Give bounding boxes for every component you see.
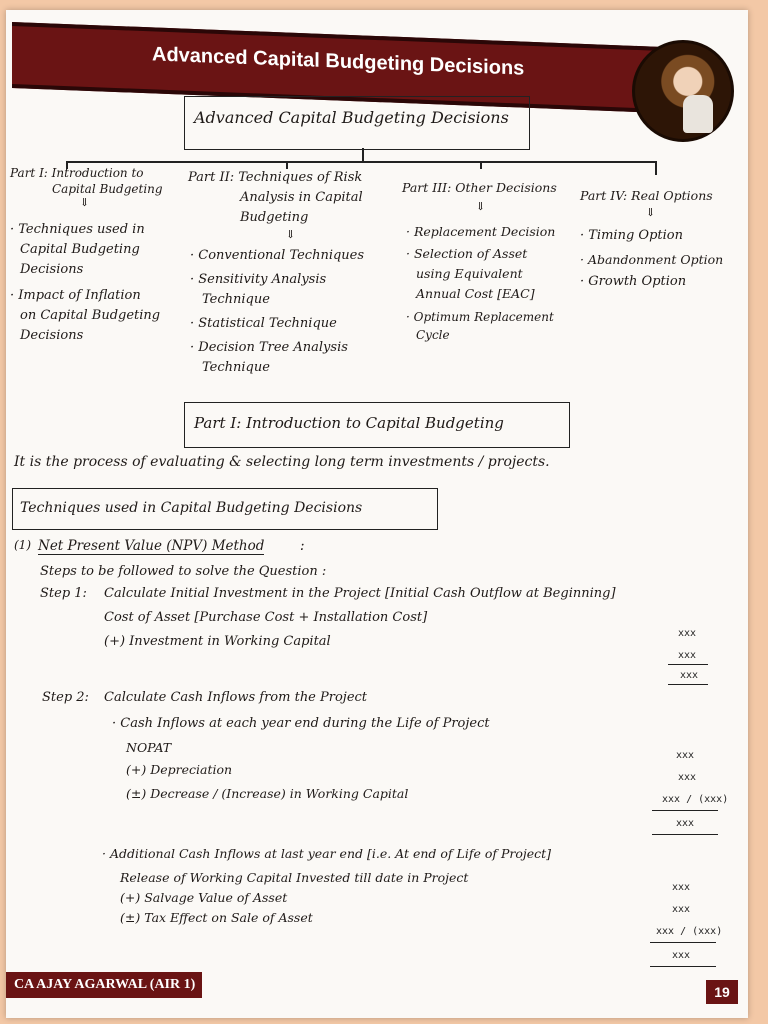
- bullet1-line3: (±) Decrease / (Increase) in Working Capital: [126, 786, 409, 801]
- part1-item1-l3: Decisions: [20, 262, 84, 277]
- part1-title-l1: Part I: Introduction to: [10, 166, 144, 180]
- connector-part3: [480, 161, 482, 169]
- part2-arrow: ⇓: [286, 228, 296, 241]
- connector-part2: [286, 161, 288, 169]
- connector-part4: [655, 161, 657, 175]
- bullet1: · Cash Inflows at each year end during the Life of Project: [112, 716, 490, 731]
- bullet1-rule2: [652, 834, 718, 835]
- page-number: 19: [706, 980, 738, 1004]
- part3-item2-l1: · Selection of Asset: [406, 246, 528, 261]
- part1-item2-l3: Decisions: [20, 328, 84, 343]
- part4-item3: · Growth Option: [580, 274, 687, 289]
- connector-bar: [66, 161, 656, 163]
- bullet1-rule1: [652, 810, 718, 811]
- bullet1-line2: (+) Depreciation: [126, 762, 233, 777]
- part2-title-l2: Analysis in Capital: [240, 190, 363, 205]
- part3-item3-l1: · Optimum Replacement: [406, 310, 554, 324]
- part3-item3-l2: Cycle: [416, 328, 450, 342]
- section-title: Part I: Introduction to Capital Budgeting: [194, 414, 504, 432]
- bullet2-total: xxx: [672, 950, 691, 961]
- part3-item1: · Replacement Decision: [406, 224, 556, 239]
- step1-text: Calculate Initial Investment in the Project [Initial Cash Outflow at Beginning]: [104, 586, 616, 601]
- part3-arrow: ⇓: [476, 200, 486, 213]
- bullet2-line1: Release of Working Capital Invested till date in Project: [120, 870, 469, 885]
- step2-label: Step 2:: [42, 690, 89, 705]
- step1-line1: Cost of Asset [Purchase Cost + Installation Cost]: [104, 610, 428, 625]
- bullet1-amount3: xxx / (xxx): [662, 794, 729, 805]
- part3-title: Part III: Other Decisions: [402, 180, 557, 195]
- step1-rule2: [668, 684, 708, 685]
- part2-item3: · Statistical Technique: [190, 316, 337, 331]
- part1-item1-l2: Capital Budgeting: [20, 242, 140, 257]
- author-portrait-icon: [632, 40, 734, 142]
- part4-arrow: ⇓: [646, 206, 656, 219]
- bullet1-line1: NOPAT: [126, 740, 172, 755]
- step1-amount2: xxx: [678, 650, 697, 661]
- part3-item2-l3: Annual Cost [EAC]: [416, 286, 535, 301]
- part1-arrow: ⇓: [80, 196, 90, 209]
- step1-amount1: xxx: [678, 628, 697, 639]
- step1-line2: (+) Investment in Working Capital: [104, 634, 331, 649]
- part2-item4-l2: Technique: [202, 360, 270, 375]
- bullet2-amount3: xxx / (xxx): [656, 926, 723, 937]
- step2-text: Calculate Cash Inflows from the Project: [104, 690, 368, 705]
- bullet2: · Additional Cash Inflows at last year end [i.e. At end of Life of Project]: [102, 846, 552, 861]
- part2-item4-l1: · Decision Tree Analysis: [190, 340, 348, 355]
- part2-item1: · Conventional Techniques: [190, 248, 365, 263]
- chart-root-title: Advanced Capital Budgeting Decisions: [194, 108, 509, 127]
- bullet1-amount1: xxx: [676, 750, 695, 761]
- part1-item1-l1: · Techniques used in: [10, 222, 145, 237]
- npv-heading: Net Present Value (NPV) Method: [38, 538, 265, 554]
- part2-item2-l1: · Sensitivity Analysis: [190, 272, 327, 287]
- definition-text: It is the process of evaluating & selecting long term investments / projects.: [14, 454, 550, 470]
- author-badge: CA AJAY AGARWAL (AIR 1): [6, 972, 202, 998]
- step1-total: xxx: [680, 670, 699, 681]
- part2-title-l1: Part II: Techniques of Risk: [188, 170, 363, 185]
- part1-title-l2: Capital Budgeting: [52, 182, 163, 196]
- part1-item2-l2: on Capital Budgeting: [20, 308, 161, 323]
- part4-item1: · Timing Option: [580, 228, 683, 243]
- part2-item2-l2: Technique: [202, 292, 270, 307]
- npv-heading-colon: :: [300, 538, 305, 554]
- connector-stem: [362, 148, 364, 162]
- bullet2-line2: (+) Salvage Value of Asset: [120, 890, 288, 905]
- bullet2-rule1: [650, 942, 716, 943]
- bullet2-line3: (±) Tax Effect on Sale of Asset: [120, 910, 313, 925]
- bullet2-rule2: [650, 966, 716, 967]
- step1-rule1: [668, 664, 708, 665]
- banner-title: Advanced Capital Budgeting Decisions: [152, 43, 525, 80]
- bullet1-total: xxx: [676, 818, 695, 829]
- part3-item2-l2: using Equivalent: [416, 266, 523, 281]
- part4-title: Part IV: Real Options: [580, 188, 713, 203]
- part2-title-l3: Budgeting: [240, 210, 309, 225]
- bullet2-amount1: xxx: [672, 882, 691, 893]
- part4-item2: · Abandonment Option: [580, 252, 724, 267]
- npv-number: (1): [14, 538, 31, 552]
- bullet1-amount2: xxx: [678, 772, 697, 783]
- step1-label: Step 1:: [40, 586, 87, 601]
- subheading: Techniques used in Capital Budgeting Decisions: [20, 500, 363, 516]
- steps-intro: Steps to be followed to solve the Question :: [40, 564, 327, 579]
- part1-item2-l1: · Impact of Inflation: [10, 288, 141, 303]
- bullet2-amount2: xxx: [672, 904, 691, 915]
